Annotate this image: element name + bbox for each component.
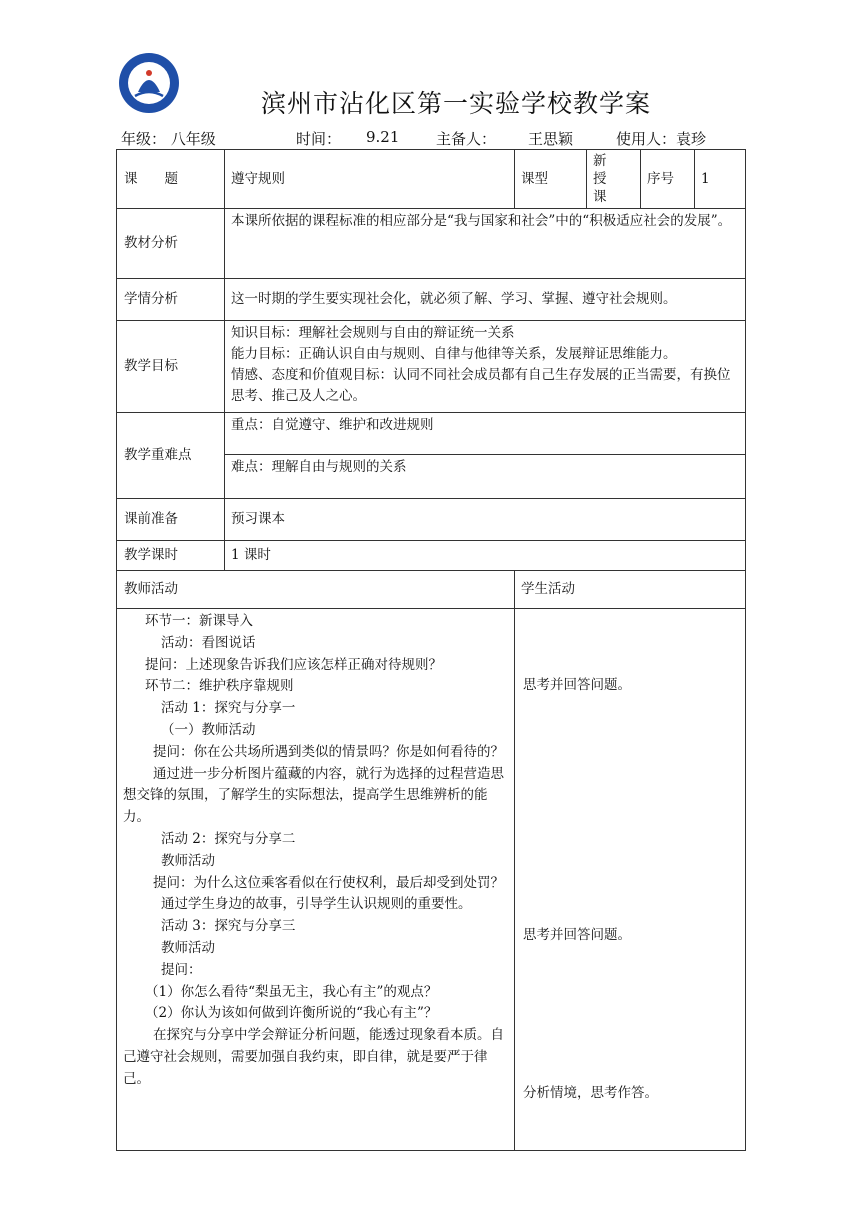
time-label: 时间： [296, 130, 342, 148]
teacher-line: 在探究与分享中学会辩证分析问题，能透过现象看本质。自己遵守社会规则，需要加强自我约束，即自律，就是要严于律己。 [123, 1027, 504, 1087]
material-label: 教材分析 [117, 209, 225, 279]
row-activity-headers [117, 571, 746, 609]
page-title: 滨州市沾化区第一实验学校教学案 [260, 89, 651, 118]
goal-attitude: 情感、态度和价值观目标：认同不同社会成员都有自己生存发展的正当需要，有换位思考、推己及人之心。 [231, 367, 731, 404]
teacher-line: 活动：看图说话 [161, 634, 256, 651]
student-activities [515, 609, 746, 1151]
teacher-line: 通过学生身边的故事，引导学生认识规则的重要性。 [161, 896, 472, 913]
student-label: 学情分析 [117, 279, 225, 321]
user: 使用人：袁珍 [616, 130, 707, 148]
student-line: 思考并回答问题。 [523, 677, 631, 693]
teacher-line: 活动 1：探究与分享一 [161, 700, 296, 717]
student-line: 分析情境，思考作答。 [523, 1085, 658, 1101]
student-activity-header: 学生活动 [515, 571, 746, 609]
row-hours [117, 541, 746, 571]
student-value: 这一时期的学生要实现社会化，就必须了解、学习、掌握、遵守社会规则。 [225, 279, 746, 321]
teacher-line: 活动 3：探究与分享三 [161, 918, 296, 935]
goal-knowledge: 知识目标：理解社会规则与自由的辩证统一关系 [231, 325, 515, 341]
type-value: 新授课 [587, 150, 641, 209]
teacher-line: 教师活动 [161, 939, 215, 956]
goals-label: 教学目标 [117, 321, 225, 413]
hours-label: 教学课时 [117, 541, 225, 571]
material-value: 本课所依据的课程标准的相应部分是“我与国家和社会”中的“积极适应社会的发展”。 [225, 209, 746, 279]
teacher-line: （1）你怎么看待“梨虽无主，我心有主”的观点？ [145, 983, 438, 1000]
grade: 年级： 八年级 [121, 130, 216, 148]
teacher-line: 环节一：新课导入 [145, 613, 253, 629]
row-prep [117, 499, 746, 541]
seq-label: 序号 [641, 150, 695, 209]
lesson-plan-table [116, 149, 746, 1151]
teacher-line: 提问：为什么这位乘客看似在行使权利，最后却受到处罚？ [153, 874, 504, 891]
hours-value: 1 课时 [225, 541, 746, 571]
row-activities [117, 609, 746, 1151]
time-value: 9.21 [366, 128, 400, 146]
teacher-line: （一）教师活动 [161, 721, 256, 738]
teacher-line: 环节二：维护秩序靠规则 [145, 678, 294, 695]
row-goals [117, 321, 746, 413]
topic-value: 遵守规则 [225, 150, 515, 209]
row-topic [117, 150, 746, 209]
teacher-line: 提问：你在公共场所遇到类似的情景吗？你是如何看待的？ [153, 743, 504, 760]
key-point: 重点：自觉遵守、维护和改进规则 [225, 413, 746, 455]
preparer-label: 主备人： [436, 130, 497, 148]
student-line: 思考并回答问题。 [523, 927, 631, 943]
row-key-point [117, 413, 746, 455]
row-student-analysis [117, 279, 746, 321]
row-material [117, 209, 746, 279]
topic-label: 课 题 [117, 150, 225, 209]
teacher-line: 通过进一步分析图片蕴藏的内容，就行为选择的过程营造思想交锋的氛围，了解学生的实际想法，提高学生思维辨析的能力。 [123, 765, 504, 826]
teacher-line: 提问： [161, 961, 202, 978]
preparer-name: 王思颖 [528, 130, 574, 148]
teacher-line: 提问：上述现象告诉我们应该怎样正确对待规则？ [145, 656, 442, 673]
teacher-line: 活动 2：探究与分享二 [161, 830, 296, 847]
teacher-activity-header: 教师活动 [117, 571, 515, 609]
goals-content [225, 321, 746, 413]
teacher-activities [117, 609, 515, 1151]
type-label: 课型 [515, 150, 587, 209]
prep-value: 预习课本 [225, 499, 746, 541]
teacher-line: （2）你认为该如何做到许衡所说的“我心有主”？ [145, 1005, 438, 1022]
goal-ability: 能力目标：正确认识自由与规则、自律与他律等关系，发展辩证思维能力。 [231, 346, 677, 362]
seq-value: 1 [695, 150, 746, 209]
difficulty: 难点：理解自由与规则的关系 [225, 455, 746, 499]
teacher-line: 教师活动 [161, 852, 215, 869]
key-label: 教学重难点 [117, 413, 225, 499]
prep-label: 课前准备 [117, 499, 225, 541]
